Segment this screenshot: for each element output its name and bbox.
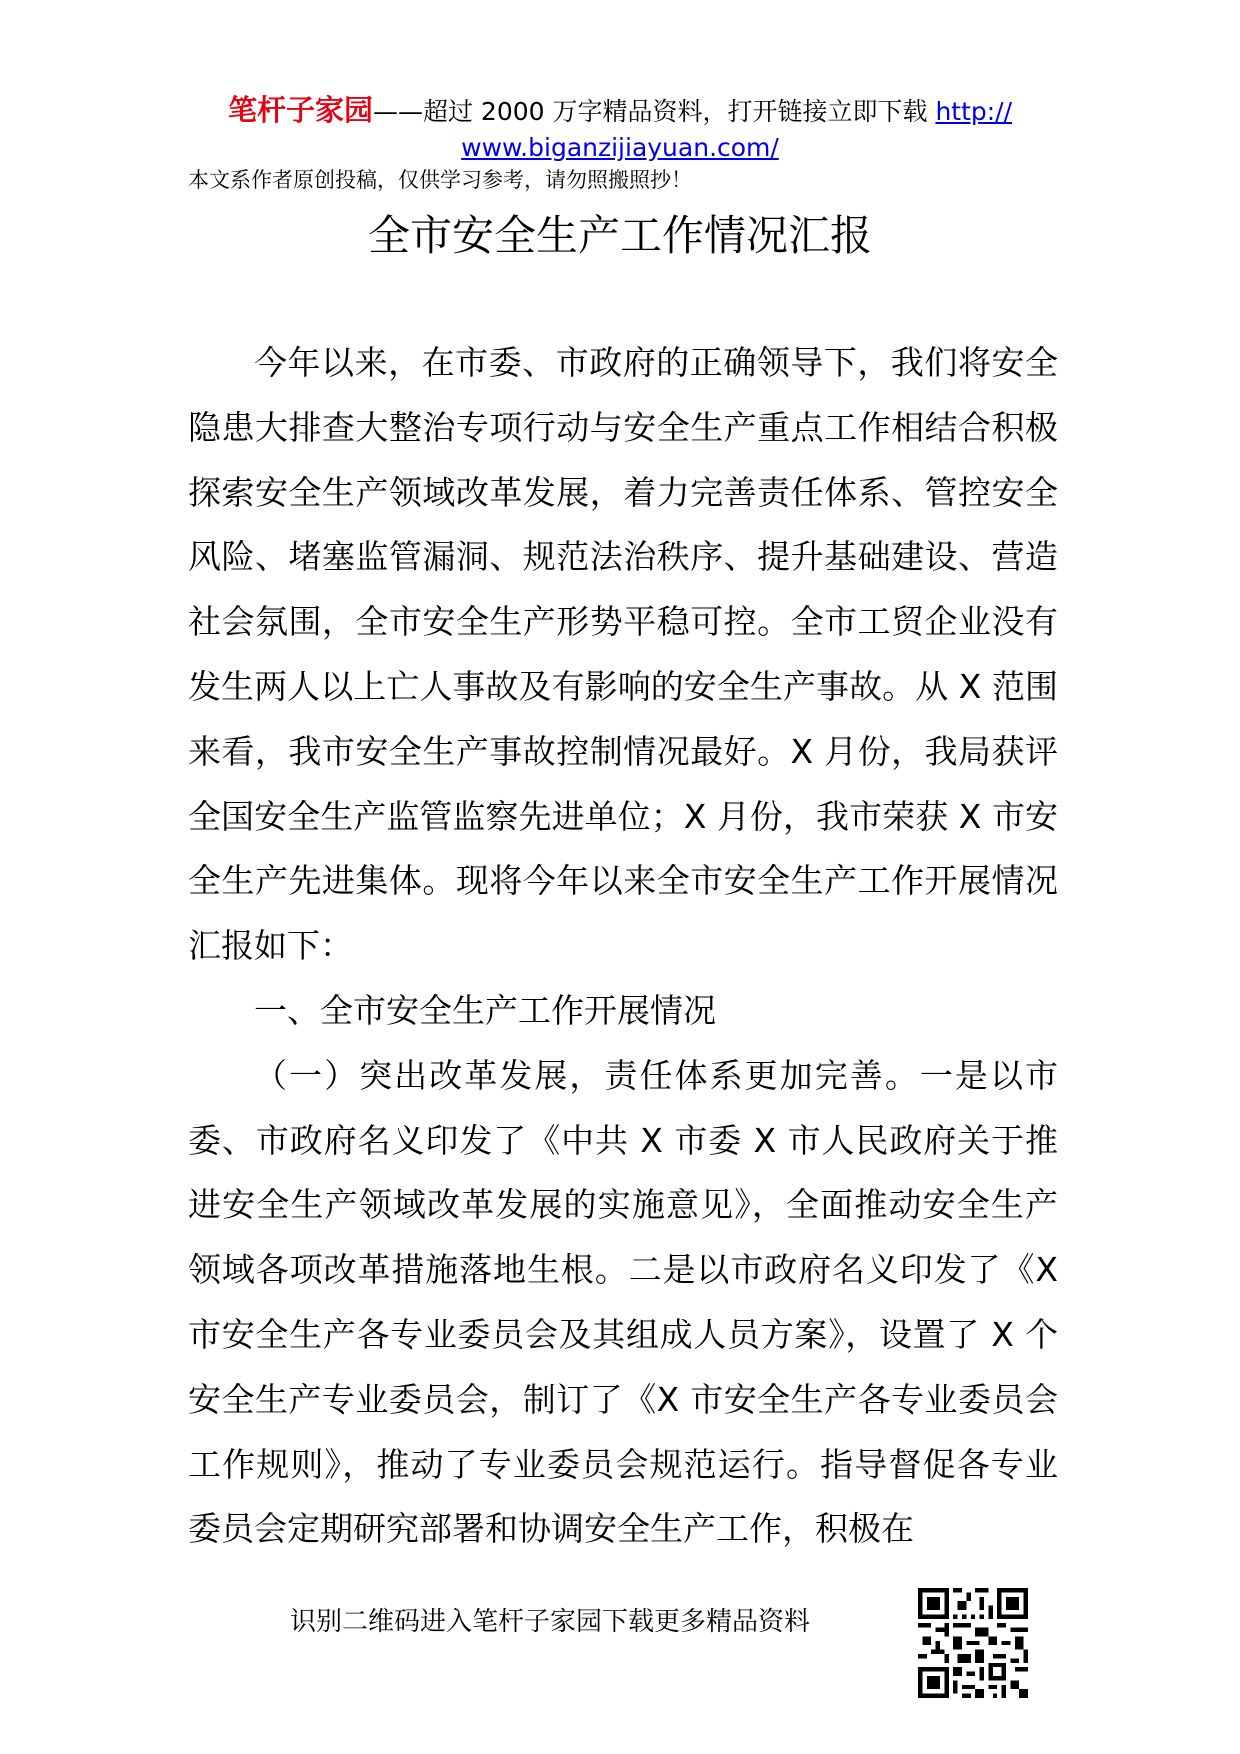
download-link-part1[interactable]: http:// bbox=[935, 97, 1013, 126]
body-paragraph-reform: （一）突出改革发展，责任体系更加完善。一是以市委、市政府名义印发了《中共 X 市委 X 市人民政府关于推进安全生产领域改革发展的实施意见》，全面推动安全生产领域各项改革措施落地生根。二是以市政府名义印发了《X 市安全生产各专业委员会及其组成人员方案》，设置了 X 个安全生产专业委员会，制订了《X 市安全生产各专业委员会工作规则》，推动了专业委员会规范运行。指导督促各专业委员会定期研究部署和协调安全生产工作，积极在 bbox=[188, 1055, 1058, 1549]
document-body bbox=[188, 331, 1058, 1562]
body-paragraph-intro: 今年以来，在市委、市政府的正确领导下，我们将安全隐患大排查大整治专项行动与安全生产重点工作相结合积极探索安全生产领域改革发展，着力完善责任体系、管控安全风险、堵塞监管漏洞、规范法治秩序、提升基础建设、营造社会氛围，全市安全生产形势平稳可控。全市工贸企业没有发生两人以上亡人事故及有影响的安全生产事故。从 X 范围来看，我市安全生产事故控制情况最好。X 月份，我局获评全国安全生产监管监察先进单位；X 月份，我市荣获 X 市安全生产先进集体。现将今年以来全市安全生产工作开展情况汇报如下： bbox=[188, 343, 1058, 966]
document-title: 全市安全生产工作情况汇报 bbox=[367, 211, 872, 260]
header-slogan: ——超过 2000 万字精品资料，打开链接立即下载 bbox=[372, 97, 936, 126]
header-banner bbox=[0, 92, 1240, 130]
header-link-line bbox=[0, 131, 1240, 165]
footer-caption: 识别二维码进入笔杆子家园下载更多精品资料 bbox=[290, 1607, 811, 1637]
brand-name: 笔杆子家园 bbox=[227, 93, 373, 127]
qr-code-icon bbox=[918, 1588, 1028, 1698]
section-heading-1: 一、全市安全生产工作开展情况 bbox=[254, 990, 716, 1030]
download-link-part2[interactable]: www.biganzijiayuan.com/ bbox=[461, 133, 779, 162]
copyright-notice: 本文系作者原创投稿，仅供学习参考，请勿照搬照抄！ bbox=[188, 168, 692, 192]
